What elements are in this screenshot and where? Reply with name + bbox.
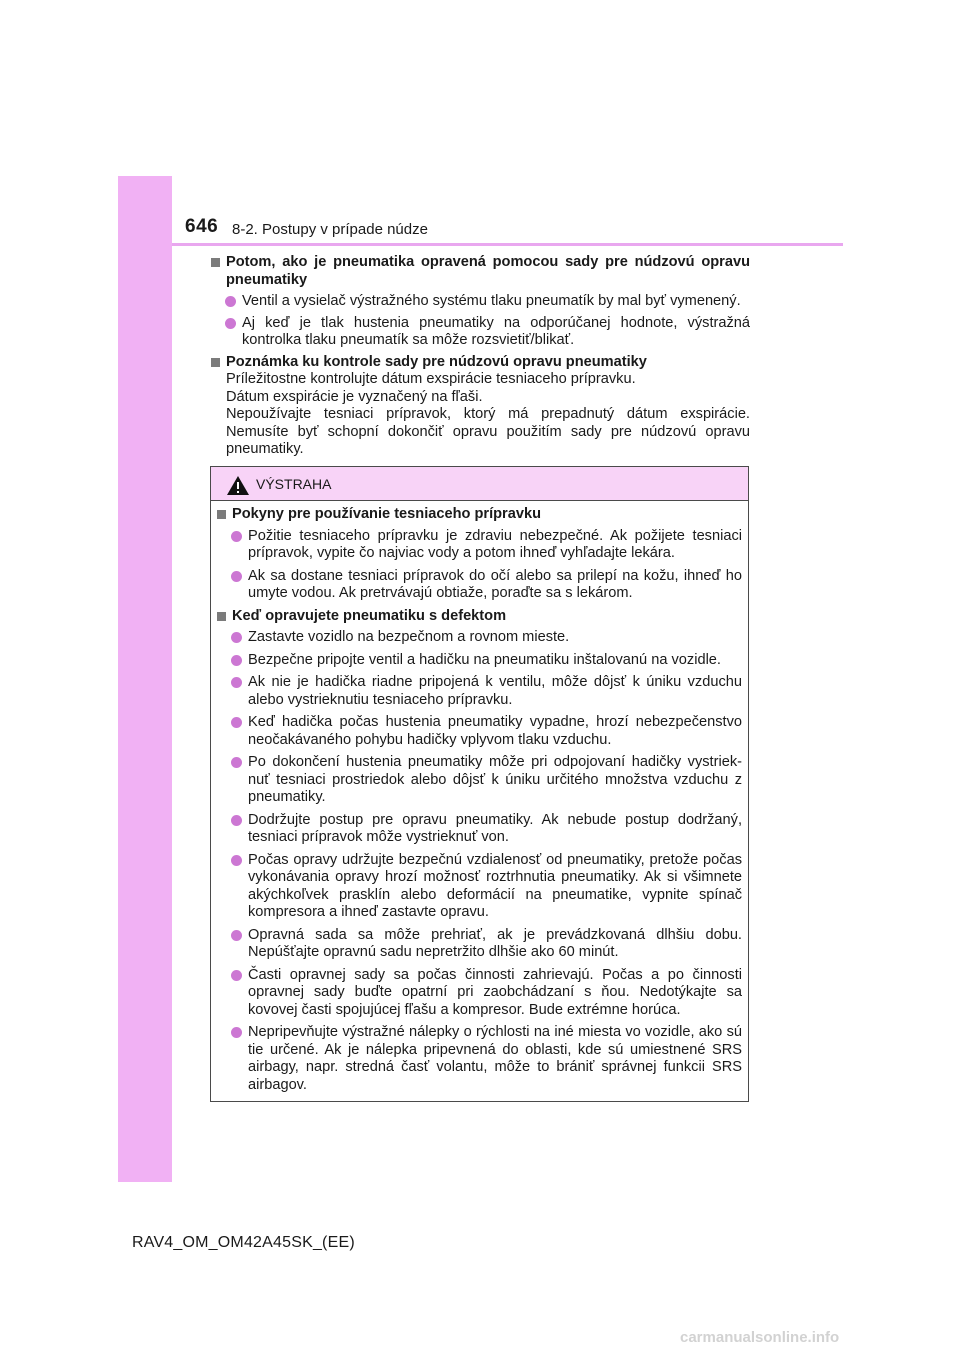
circle-bullet-icon (231, 717, 242, 728)
main-content (211, 254, 750, 463)
circle-bullet-icon (231, 855, 242, 866)
chapter-sidebar-tab (118, 176, 172, 1182)
warning-section-heading: Keď opravujete pneumatiku s defektom (217, 608, 742, 626)
list-item: Bezpečne pripojte ventil a hadičku na pneumatiku inštalovanú na vozidle. (217, 652, 742, 670)
list-item: Opravná sada sa môže prehriať, ak je prevádzkovaná dlhšiu dobu. Nepúšťajte opravnú sadu nepretržito dlhšie ako 60 minút. (217, 927, 742, 962)
square-bullet-icon (211, 258, 220, 267)
circle-bullet-icon (231, 930, 242, 941)
circle-bullet-icon (231, 571, 242, 582)
circle-bullet-icon (225, 318, 236, 329)
paragraph: Príležitostne kontrolujte dátum exspirácie tesniaceho prípravku. Dátum exspirácie je vyznačený na fľaši. Nepoužívajte tesniaci prípravok, ktorý má prepadnutý dátum exspirácie. Nemusíte byť schopní dokončiť opravu použitím sady pre núdzovú opravu pneumatiky. (226, 371, 750, 457)
circle-bullet-icon (231, 970, 242, 981)
section-title: 8-2. Postupy v prípade núdze (232, 221, 428, 238)
watermark: carmanualsonline.info (680, 1329, 840, 1346)
circle-bullet-icon (231, 632, 242, 643)
square-bullet-icon (211, 358, 220, 367)
list-item: Zastavte vozidlo na bezpečnom a rovnom mieste. (217, 629, 742, 647)
list-item: Dodržujte postup pre opravu pneumatiky. Ak nebude postup dodržaný, tesniaci prípravok môže vystrieknuť von. (217, 812, 742, 847)
warning-section-heading: Pokyny pre používanie tesniaceho prípravku (217, 506, 742, 524)
warning-triangle-icon (227, 476, 249, 495)
list-item: Požitie tesniaceho prípravku je zdraviu nebezpečné. Ak požijete tesniaci prípravok, vypite čo najviac vody a potom ihneď vyhľadajte lekára. (217, 528, 742, 563)
warning-body (211, 501, 748, 1094)
warning-title: VÝSTRAHA (256, 476, 332, 492)
circle-bullet-icon (231, 655, 242, 666)
page-number: 646 (185, 216, 219, 237)
circle-bullet-icon (231, 815, 242, 826)
list-item: Počas opravy udržujte bezpečnú vzdialenosť od pneumatiky, pretože počas vykonávania opravy hrozí možnosť roztrhnutia pneumatiky. Ak si všimnete akýchkoľvek prasklín alebo deformácií na pneumatike, vypnite spínač kompresora a ihneď zastavte opravu. (217, 852, 742, 922)
circle-bullet-icon (231, 677, 242, 688)
section-heading: Poznámka ku kontrole sady pre núdzovú opravu pneumatiky (211, 354, 750, 372)
circle-bullet-icon (231, 531, 242, 542)
list-item: Nepripevňujte výstražné nálepky o rýchlosti na iné miesta vo vozidle, ako sú tie určené. Ak je nálepka pripevnená do oblasti, kde sú umiestnené SRS airbagy, napr. stredná časť volantu, môže to brániť správnej funkcii SRS airbagov. (217, 1024, 742, 1094)
document-code: RAV4_OM_OM42A45SK_(EE) (132, 1234, 355, 1251)
circle-bullet-icon (231, 757, 242, 768)
list-item: Ventil a vysielač výstražného systému tlaku pneumatík by mal byť vymenený. (211, 293, 750, 311)
circle-bullet-icon (225, 296, 236, 307)
square-bullet-icon (217, 510, 226, 519)
list-item: Keď hadička počas hustenia pneumatiky vypadne, hrozí nebezpečenstvo neočakávaného pohybu hadičky vplyvom tlaku vzduchu. (217, 714, 742, 749)
list-item: Ak sa dostane tesniaci prípravok do očí alebo sa prilepí na kožu, ihneď ho umyte vodou. Ak pretrvávajú obtiaže, poraďte sa s lekárom. (217, 568, 742, 603)
header-divider (172, 243, 843, 246)
square-bullet-icon (217, 612, 226, 621)
circle-bullet-icon (231, 1027, 242, 1038)
section-heading: Potom, ako je pneumatika opravená pomocou sady pre núdzovú opravu pneumatiky (211, 254, 750, 289)
list-item: Ak nie je hadička riadne pripojená k ventilu, môže dôjsť k úniku vzduchu alebo vystrieknutiu tesniaceho prípravku. (217, 674, 742, 709)
list-item: Po dokončení hustenia pneumatiky môže pri odpojovaní hadičky vystriek-nuť tesniaci prostriedok alebo dôjsť k úniku určitého množstva vzduchu z pneumatiky. (217, 754, 742, 807)
list-item: Časti opravnej sady sa počas činnosti zahrievajú. Počas a po činnosti opravnej sady buďte opatrní pri zaobchádzaní s ňou. Nedotýkajte sa kovovej časti spojujúcej fľašu a kompresor. Bude extrémne horúca. (217, 967, 742, 1020)
warning-box (210, 466, 749, 1102)
list-item: Aj keď je tlak hustenia pneumatiky na odporúčanej hodnote, výstražná kontrolka tlaku pneumatík sa môže rozsvietiť/blikať. (211, 315, 750, 350)
warning-header (211, 467, 748, 501)
